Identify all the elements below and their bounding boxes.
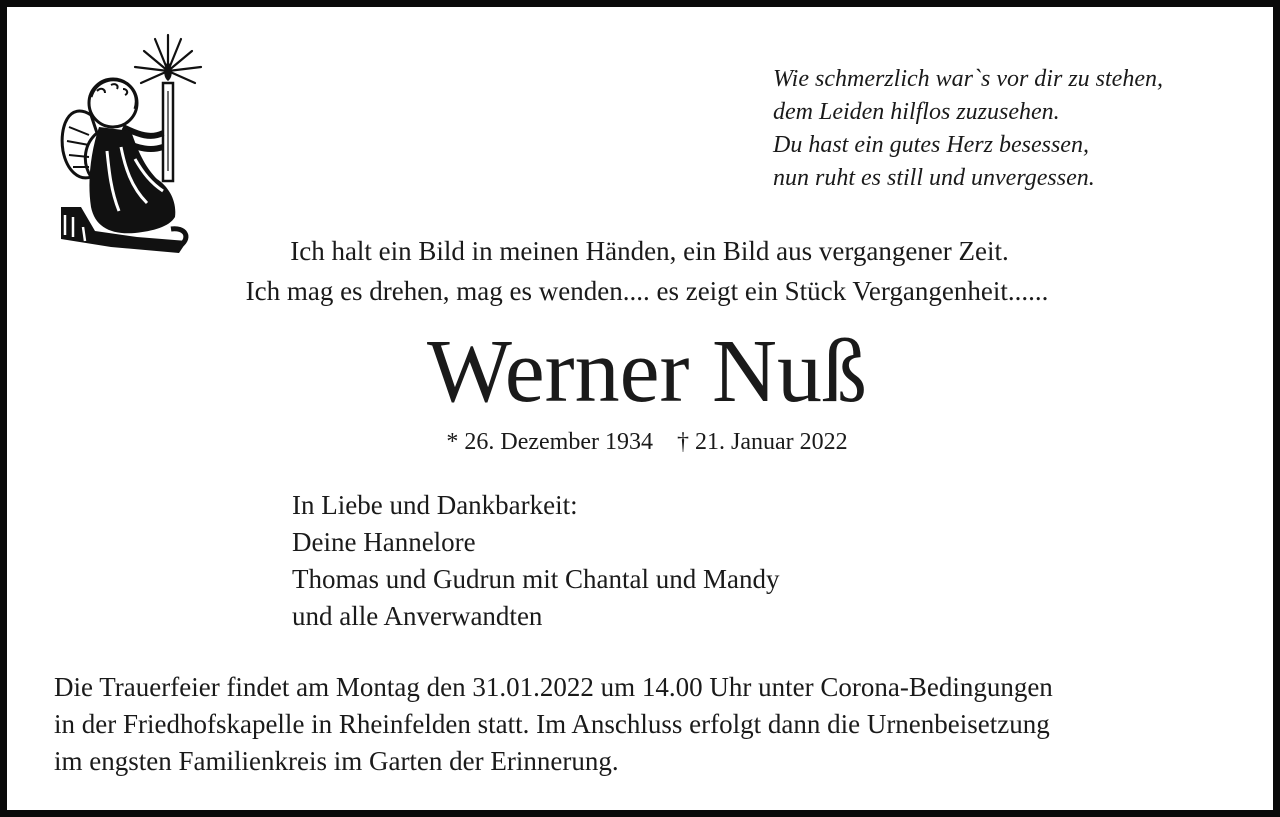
mourners-line: Thomas und Gudrun mit Chantal und Mandy bbox=[292, 564, 780, 594]
mourners-line: und alle Anverwandten bbox=[292, 601, 543, 631]
notice-line: im engsten Familienkreis im Garten der Erinnerung. bbox=[54, 746, 619, 776]
kneeling-angel-with-candle-icon bbox=[51, 31, 221, 261]
mourners-block bbox=[292, 487, 779, 635]
quote-line: Ich halt ein Bild in meinen Händen, ein Bild aus vergangener Zeit. bbox=[290, 236, 1009, 266]
poem-line: nun ruht es still und unvergessen. bbox=[773, 165, 1095, 191]
poem-block bbox=[773, 63, 1163, 195]
mourners-line: In Liebe und Dankbarkeit: bbox=[292, 490, 578, 520]
poem-line: Wie schmerzlich war`s vor dir zu stehen, bbox=[773, 66, 1163, 92]
death-date: † 21. Januar 2022 bbox=[676, 429, 848, 455]
memorial-quote bbox=[7, 231, 1280, 311]
poem-line: Du hast ein gutes Herz besessen, bbox=[773, 132, 1089, 158]
notice-line: Die Trauerfeier findet am Montag den 31.01.2022 um 14.00 Uhr unter Corona-Bedingungen bbox=[54, 672, 1053, 702]
deceased-name: Werner Nuß bbox=[426, 322, 868, 421]
mourners-line: Deine Hannelore bbox=[292, 527, 476, 557]
life-dates bbox=[7, 425, 1280, 459]
quote-line: Ich mag es drehen, mag es wenden.... es zeigt ein Stück Vergangenheit...... bbox=[245, 276, 1049, 306]
birth-date: * 26. Dezember 1934 bbox=[446, 429, 653, 455]
notice-line: in der Friedhofskapelle in Rheinfelden statt. Im Anschluss erfolgt dann die Urnenbeisetzung bbox=[54, 709, 1050, 739]
funeral-notice bbox=[54, 669, 1053, 780]
poem-line: dem Leiden hilflos zuzusehen. bbox=[773, 99, 1060, 125]
